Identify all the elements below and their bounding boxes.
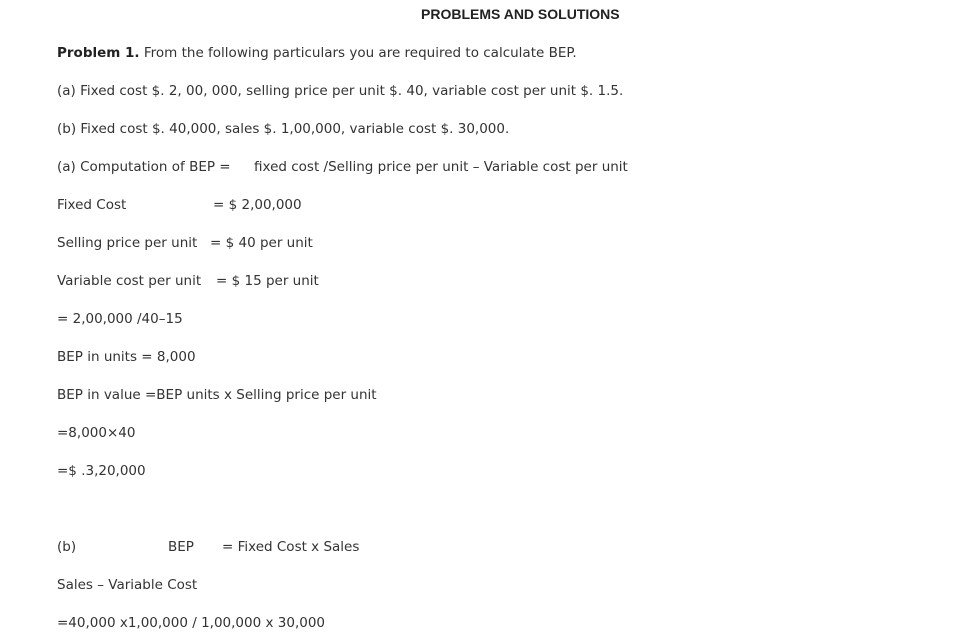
page-title: PROBLEMS AND SOLUTIONS — [421, 6, 620, 22]
fixed-cost-row — [57, 196, 457, 214]
bep-units: BEP in units = 8,000 — [57, 349, 196, 365]
bep-value-result: =$ .3,20,000 — [57, 463, 146, 479]
bep-value-calc: =8,000×40 — [57, 425, 136, 441]
solution-b-label: (b) — [57, 539, 77, 555]
solution-b-bep-label: BEP — [168, 539, 194, 555]
bep-value-formula: BEP in value =BEP units x Selling price per unit — [57, 387, 377, 403]
problem-part-b: (b) Fixed cost $. 40,000, sales $. 1,00,000, variable cost $. 30,000. — [57, 121, 510, 137]
fixed-cost-value: = $ 2,00,000 — [213, 197, 302, 213]
selling-price-row — [57, 234, 457, 252]
solution-b-calc: =40,000 x1,00,000 / 1,00,000 x 30,000 — [57, 615, 326, 631]
variable-cost-row — [57, 272, 457, 290]
selling-price-value: = $ 40 per unit — [210, 235, 313, 251]
computation-label: (a) Computation of BEP = — [57, 159, 231, 175]
computation-row — [57, 158, 757, 176]
selling-price-label: Selling price per unit — [57, 235, 198, 251]
calc-line: = 2,00,000 /40–15 — [57, 311, 183, 327]
solution-b-denominator: Sales – Variable Cost — [57, 577, 198, 593]
problem-statement — [57, 44, 577, 62]
fixed-cost-label: Fixed Cost — [57, 197, 127, 213]
problem-intro: From the following particulars you are required to calculate BEP. — [143, 45, 577, 61]
solution-b-formula: = Fixed Cost x Sales — [222, 539, 360, 555]
problem-label: Problem 1. — [57, 45, 140, 61]
variable-cost-label: Variable cost per unit — [57, 273, 202, 289]
solution-b-row — [57, 538, 457, 556]
variable-cost-value: = $ 15 per unit — [216, 273, 319, 289]
problem-part-a: (a) Fixed cost $. 2, 00, 000, selling price per unit $. 40, variable cost per unit $. 1.5. — [57, 83, 624, 99]
computation-formula: fixed cost /Selling price per unit – Variable cost per unit — [254, 159, 628, 175]
